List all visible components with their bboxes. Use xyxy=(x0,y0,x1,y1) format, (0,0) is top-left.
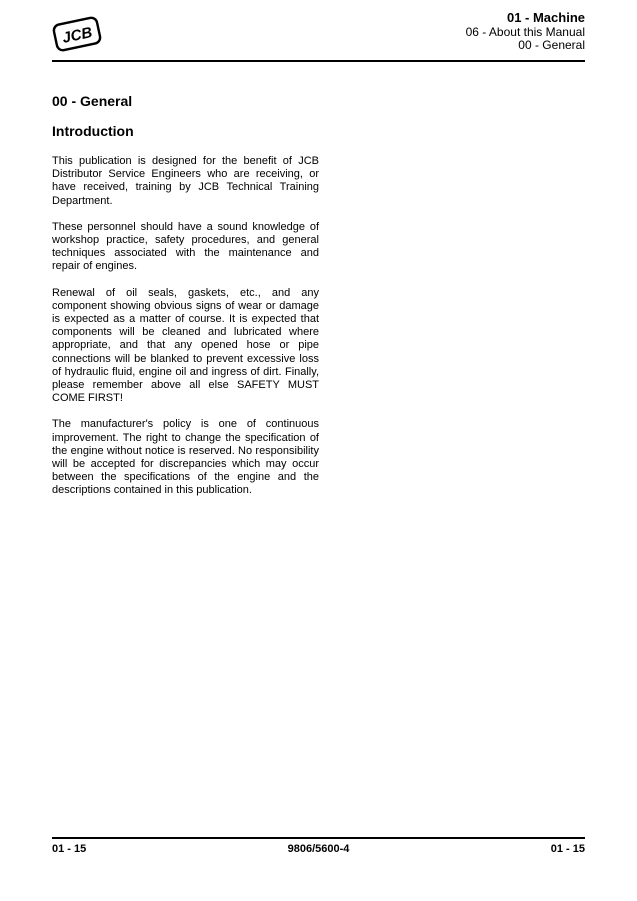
publication-number: 9806/5600-4 xyxy=(287,843,350,855)
body-text xyxy=(52,155,319,511)
introduction-heading: Introduction xyxy=(52,123,134,139)
paragraph-3: Renewal of oil seals, gaskets, etc., and any component showing obvious signs of wear or damage is expected as a matter of course. It is expected that components will be cleaned and lubricated where appropriate, and that any opened hose or pipe connections will be blanked to prevent excessive loss of hydraulic fluid, engine oil and ingress of dirt. Finally, please remember above all else SAFETY MUST COME FIRST! xyxy=(52,286,319,405)
header-divider xyxy=(52,60,585,62)
breadcrumb-chapter: 06 - About this Manual xyxy=(465,25,585,39)
footer xyxy=(52,843,585,855)
breadcrumb-topic: 00 - General xyxy=(518,38,585,52)
jcb-logo-text: JCB xyxy=(60,24,94,47)
header-breadcrumb xyxy=(466,10,585,52)
footer-divider xyxy=(52,837,585,839)
jcb-logo xyxy=(50,13,104,55)
jcb-logo-icon xyxy=(50,13,104,55)
page-number-left: 01 - 15 xyxy=(52,843,87,855)
paragraph-2: These personnel should have a sound knowledge of workshop practice, safety procedures, and general techniques associated with the maintenance and repair of engines. xyxy=(52,220,319,273)
page-number-right: 01 - 15 xyxy=(550,843,585,855)
paragraph-1: This publication is designed for the benefit of JCB Distributor Service Engineers who are receiving, or have received, training by JCB Technical Training Department. xyxy=(52,155,319,207)
page-title: 00 - General xyxy=(52,93,133,109)
paragraph-4: The manufacturer's policy is one of continuous improvement. The right to change the specification of the engine without notice is reserved. No responsibility will be accepted for discrepancies which may occur between the specifications of the engine and the descriptions contained in this publication. xyxy=(52,418,319,497)
breadcrumb-section: 01 - Machine xyxy=(506,10,585,25)
